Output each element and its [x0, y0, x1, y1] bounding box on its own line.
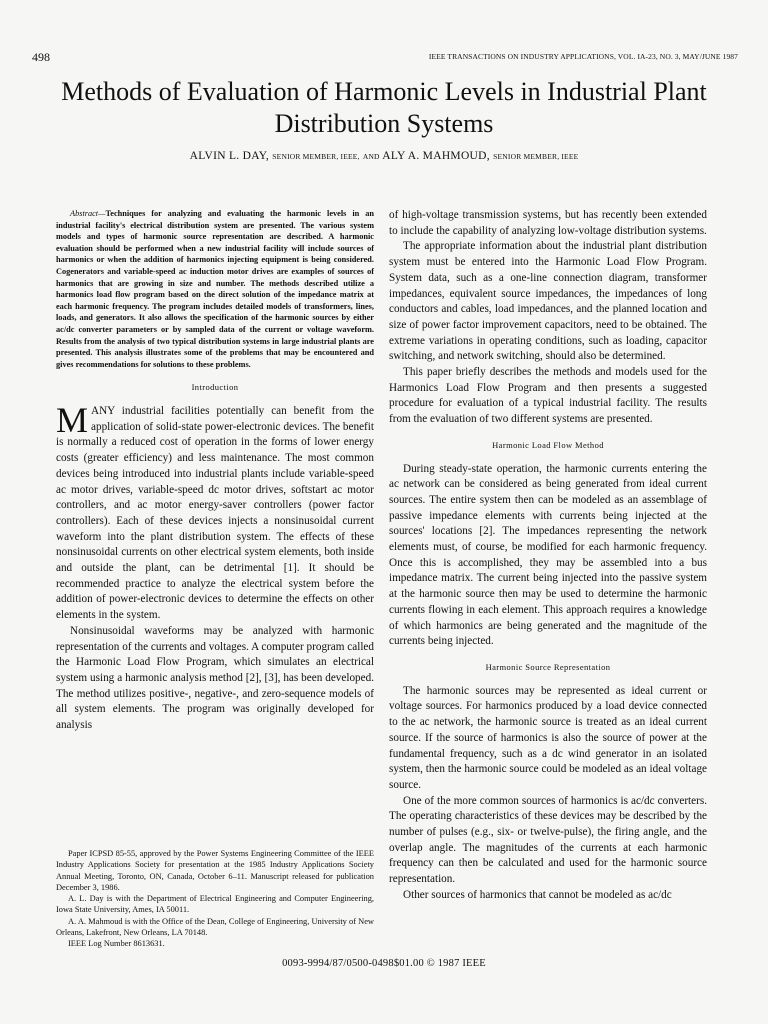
running-head: IEEE TRANSACTIONS ON INDUSTRY APPLICATIONS, VOL. IA-23, NO. 3, MAY/JUNE 1987: [428, 52, 738, 61]
footnote-author-2: A. A. Mahmoud is with the Office of the Dean, College of Engineering, University of New Orleans, Lakefront, New Orleans, LA 70148.: [56, 916, 374, 938]
author-1-name: ALVIN L. DAY,: [189, 150, 270, 162]
footnote-author-1: A. L. Day is with the Department of Electrical Engineering and Computer Engineering, Iowa State University, Ames, IA 50011.: [56, 894, 374, 915]
right-paragraph-6: One of the more common sources of harmonics is ac/dc converters. The operating characteristics of these devices may be described by the number of pulses (e.g., six- or twelve-pulse), the firing angle, and the overlap angle. The magnitudes of the currents at each harmonic frequency can then be calculated and used for the harmonic source representation.: [389, 794, 707, 886]
section-heading-source-representation: Harmonic Source Representation: [485, 661, 611, 672]
left-column: [56, 208, 374, 734]
right-column: [389, 208, 707, 904]
right-paragraph-7: Other sources of harmonics that cannot be modeled as ac/dc: [403, 888, 672, 901]
right-paragraph-5: The harmonic sources may be represented as ideal current or voltage sources. For harmonics produced by a load device connected to the ac network, the harmonic source is treated as an ideal current source. If the source of harmonics is also the source of power at the fundamental frequency, such as a dc wind generator in an isolated system, then the harmonic source could be modeled as an ideal voltage source.: [389, 684, 707, 791]
footnote-paper-info: Paper ICPSD 85-55, approved by the Power Systems Engineering Committee of the IEEE Industry Applications Society for presentation at the 1985 Industry Applications Society Annual Meeting, Toronto, ON, Canada, October 6–11. Manuscript released for publication December 3, 1986.: [56, 849, 374, 892]
abstract: [56, 208, 374, 370]
author-conjunction: AND: [362, 152, 380, 161]
copyright-line: 0093-9994/87/0500-0498$01.00 © 1987 IEEE: [282, 958, 486, 969]
intro-paragraph-1-text: ANY industrial facilities potentially can benefit from the application of solid-state power-electronic devices. The benefit is normally a reduced cost of operation in the forms of lower energy costs (greater efficiency) and less maintenance. The most common devices being introduced into industrial plants include variable-speed ac motor drives, variable-speed dc motor drives, softstart ac motor controllers, and ac motor energy-saver controllers (power factor controllers). Each of these devices injects a nonsinusoidal current waveform into the plant distribution system. The effects of these nonsinusoidal currents on other electrical system elements, both inside and outside the plant, can be detrimental [1]. It should be recommended practice to analyze the electrical system before the addition of power-electronic devices to determine the effects on other elements in the system.: [56, 405, 374, 622]
footnotes: [56, 848, 374, 950]
abstract-label: Abstract—: [70, 209, 106, 218]
drop-cap: M: [56, 400, 89, 441]
author-line: [0, 150, 768, 162]
intro-paragraph-2: Nonsinusoidal waveforms may be analyzed with harmonic representation of the currents and voltages. A computer program called the Harmonic Load Flow Program, which simulates an electrical system using a harmonic analysis method [2], [3], has been developed. The method utilizes positive-, negative-, and zero-sequence models of all system elements. The program was originally developed for analysis: [56, 624, 374, 732]
abstract-text: Techniques for analyzing and evaluating the harmonic levels in an industrial facility's electrical distribution system are presented. The various system models and types of harmonic source representation are described. A harmonic evaluation should be performed when a new industrial facility will include sources of harmonics or when the addition of harmonics injecting equipment is being considered. Cogenerators and variable-speed ac induction motor drives are examples of sources of harmonics that are growing in size and number. The methods described utilize a harmonics load flow program based on the direct solution of the impedance matrix at each harmonic frequency. The program includes detailed models of transformers, lines, loads, and generators. It also allows the specification of the harmonic sources by either ac/dc converter parameters or by sampled data of the current or voltage waveform. Results from the analysis of two typical distribution systems in large industrial plants are presented. This analysis illustrates some of the problems that may be encountered and gives recommendations for solutions to these problems.: [56, 209, 374, 369]
footnote-log-number: IEEE Log Number 8613631.: [68, 939, 165, 949]
author-2-title: SENIOR MEMBER, IEEE: [493, 152, 579, 161]
right-paragraph-3: This paper briefly describes the methods and models used for the Harmonics Load Flow Program and then presents a suggested procedure for evaluation of a typical industrial facility. The results from the evaluation of two different systems are presented.: [389, 366, 707, 426]
section-heading-introduction: Introduction: [191, 382, 239, 393]
section-heading-load-flow: Harmonic Load Flow Method: [492, 439, 604, 450]
intro-paragraph-1: [56, 400, 374, 624]
right-paragraph-4: During steady-state operation, the harmonic currents entering the ac network can be considered as being generated from ideal current sources. The entire system then can be modeled as an assemblage of passive impedance elements with currents being injected at the sources' locations [2]. The impedances representing the network elements must, of course, be modified for each harmonic frequency. Once this is accomplished, they may be assembled into a bus impedance matrix. The current being injected into the passive system at the harmonic source then may be used to determine the harmonic currents flowing in each element. This approach requires a knowledge of which harmonics are being generated and the magnitude of the currents being injected.: [389, 462, 707, 648]
paper-title: Methods of Evaluation of Harmonic Levels in Industrial Plant Distribution Systems: [61, 77, 707, 138]
author-1-title: SENIOR MEMBER, IEEE,: [272, 152, 360, 161]
right-paragraph-1: of high-voltage transmission systems, but has recently been extended to include the capability of analyzing low-voltage distribution systems.: [389, 209, 707, 237]
page-number: 498: [32, 50, 50, 64]
right-paragraph-2: The appropriate information about the industrial plant distribution system must be entered into the Harmonic Load Flow Program. System data, such as a one-line connection diagram, transformer impedances, equivalent source impedances, the impedances of long conductors and cables, load impedances, and the planned location and size of power factor improvement capacitors, need to be obtained. The extreme variations in operating conditions, such as loading, capacitor switching, and network switching, should also be determined.: [389, 240, 707, 363]
author-2-name: ALY A. MAHMOUD,: [382, 150, 490, 162]
